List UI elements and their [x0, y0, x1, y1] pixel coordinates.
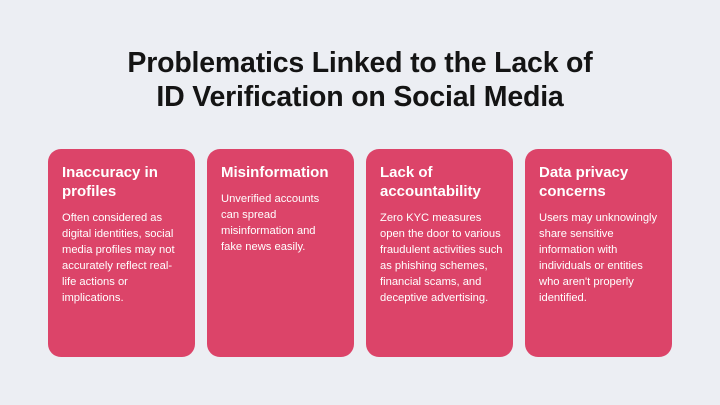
card-title: Lack of accountability [380, 164, 481, 200]
card-body: Unverified accounts can spread misinformation and fake news easily. [221, 193, 320, 253]
page-title-line-1: Problematics Linked to the Lack of [127, 47, 593, 79]
card-lack-of-accountability [366, 149, 513, 357]
card-data-privacy-concerns [525, 149, 672, 357]
cards-row [48, 149, 672, 357]
card-title: Data privacy concerns [539, 164, 629, 200]
card-inaccuracy-in-profiles [48, 149, 195, 357]
card-body: Zero KYC measures open the door to various fraudulent activities such as phishing schemes, financial scams, and deceptive advertising. [380, 212, 503, 304]
page-title [0, 46, 720, 114]
card-title: Misinformation [221, 164, 329, 181]
card-body: Users may unknowingly share sensitive information with individuals or entities who aren't properly identified. [539, 212, 658, 304]
card-body: Often considered as digital identities, social media profiles may not accurately reflect real-life actions or implications. [62, 212, 175, 304]
page-title-line-2: ID Verification on Social Media [156, 81, 564, 113]
card-misinformation [207, 149, 354, 357]
card-title: Inaccuracy in profiles [62, 164, 158, 200]
